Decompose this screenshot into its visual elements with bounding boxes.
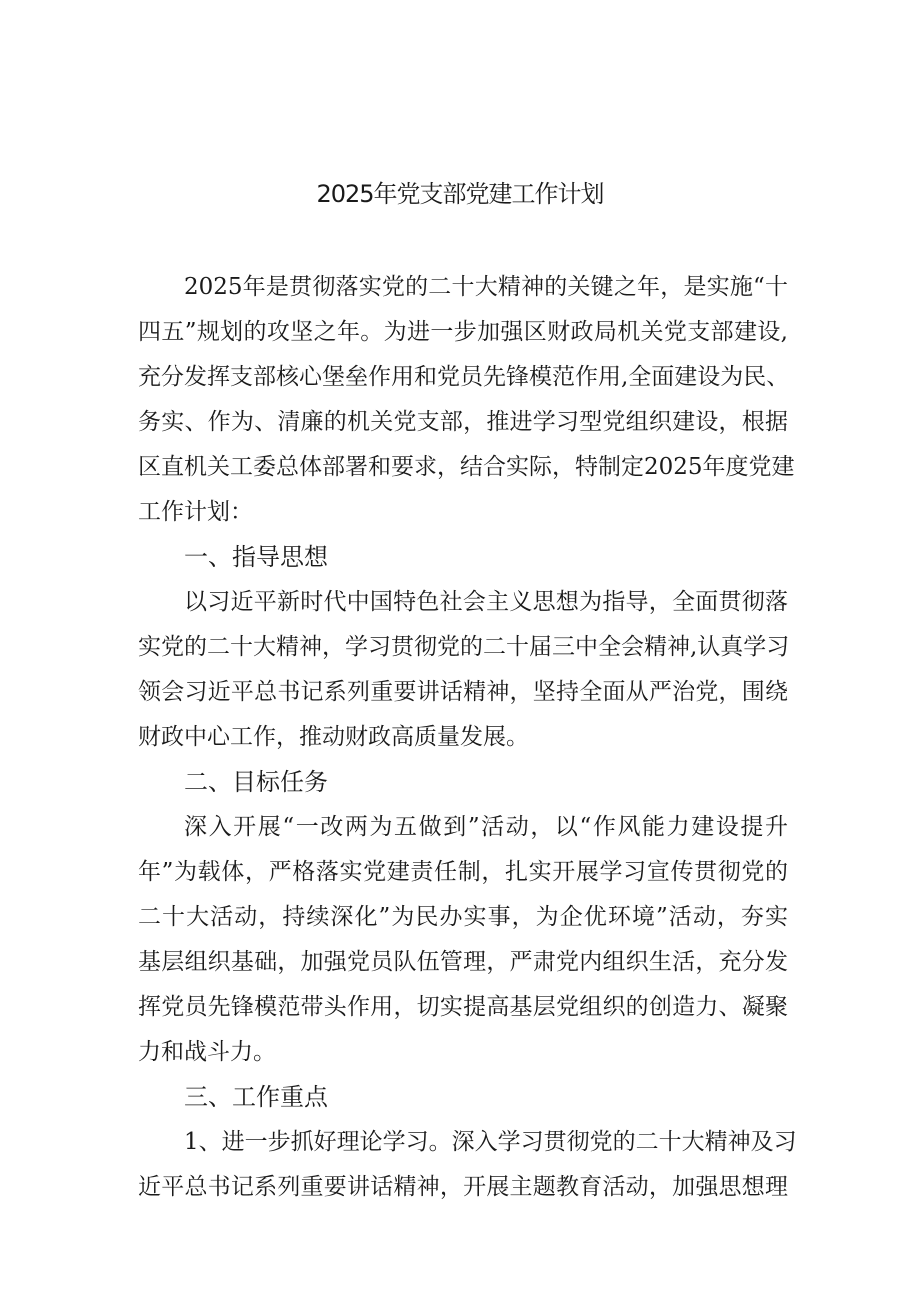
section-line: 深入开展“一改两为五做到”活动，以“作风能力建设提升	[184, 814, 788, 840]
intro-line: 四五”规划的攻坚之年。为进一步加强区财政局机关党支部建设,	[138, 319, 788, 345]
section-line: 二十大活动，持续深化”为民办实事，为企优环境”活动，夯实	[138, 904, 788, 930]
document-title: 2025年党支部党建工作计划	[316, 180, 604, 208]
section-line: 基层组织基础，加强党员队伍管理，严肃党内组织生活，充分发	[138, 949, 788, 975]
section-line: 年”为载体，严格落实党建责任制，扎实开展学习宣传贯彻党的	[138, 859, 788, 885]
section-line: 力和战斗力。	[138, 1039, 276, 1065]
section-line: 1、进一步抓好理论学习。深入学习贯彻党的二十大精神及习	[184, 1129, 797, 1155]
section-heading: 一、指导思想	[184, 543, 328, 571]
section-line: 挥党员先锋模范带头作用，切实提高基层党组织的创造力、凝聚	[138, 994, 788, 1020]
section-heading: 三、工作重点	[184, 1083, 328, 1111]
section-line: 以习近平新时代中国特色社会主义思想为指导，全面贯彻落	[184, 589, 788, 615]
section-line: 领会习近平总书记系列重要讲话精神，坚持全面从严治党，围绕	[138, 679, 788, 705]
intro-line: 务实、作为、清廉的机关党支部，推进学习型党组织建设，根据	[138, 409, 788, 435]
section-line: 实党的二十大精神，学习贯彻党的二十届三中全会精神,认真学习	[138, 634, 790, 660]
intro-line: 充分发挥支部核心堡垒作用和党员先锋模范作用,全面建设为民、	[138, 364, 790, 390]
intro-line: 2025年是贯彻落实党的二十大精神的关键之年，是实施“十	[184, 274, 788, 300]
section-heading: 二、目标任务	[184, 768, 328, 796]
section-line: 近平总书记系列重要讲话精神，开展主题教育活动，加强思想理	[138, 1174, 788, 1200]
section-line: 财政中心工作，推动财政高质量发展。	[138, 724, 529, 750]
intro-line: 工作计划：	[138, 499, 253, 525]
intro-line: 区直机关工委总体部署和要求，结合实际，特制定2025年度党建	[138, 454, 795, 480]
